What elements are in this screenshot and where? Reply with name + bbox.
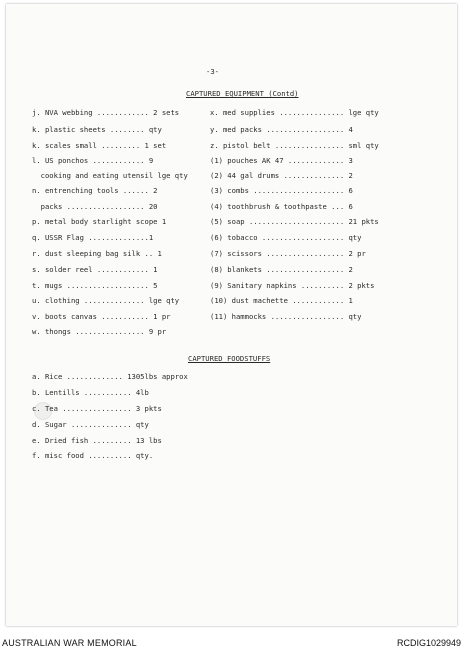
equipment-item: y. med packs .................. 4	[210, 125, 353, 134]
equipment-item: k. scales small ......... 1 set	[32, 141, 167, 150]
equipment-item: (6) tobacco ................... qty	[210, 233, 362, 242]
equipment-item: z. pistol belt ................ sml qty	[210, 141, 379, 150]
equipment-item: p. metal body starlight scope 1	[32, 217, 167, 226]
foodstuff-item: d. Sugar .............. qty	[32, 420, 149, 429]
equipment-item: (10) dust machette ............ 1	[210, 296, 353, 305]
foodstuff-item: a. Rice ............. 1305lbs approx	[32, 372, 188, 381]
equipment-item: u. clothing .............. lge qty	[32, 296, 180, 305]
equipment-heading: CAPTURED EQUIPMENT (Contd)	[186, 89, 299, 98]
page-number: -3-	[206, 67, 219, 76]
equipment-item: w. thongs ................ 9 pr	[32, 327, 167, 336]
equipment-item: (4) toothbrush & toothpaste ... 6	[210, 202, 353, 211]
equipment-item: (7) scissors .................. 2 pr	[210, 249, 366, 258]
equipment-item: s. solder reel ............ 1	[32, 265, 158, 274]
equipment-item: n. entrenching tools ...... 2	[32, 186, 158, 195]
equipment-item: r. dust sleeping bag silk .. 1	[32, 249, 162, 258]
equipment-item: (1) pouches AK 47 ............. 3	[210, 156, 353, 165]
document-page	[6, 4, 457, 626]
equipment-item: (5) soap ...................... 21 pkts	[210, 217, 379, 226]
foodstuff-item: f. misc food .......... qty.	[32, 451, 154, 460]
foodstuff-item: e. Dried fish ......... 13 lbs	[32, 436, 162, 445]
equipment-item: j. NVA webbing ............ 2 sets	[32, 108, 180, 117]
equipment-item: q. USSR Flag ..............1	[32, 233, 154, 242]
equipment-item: k. plastic sheets ........ qty	[32, 125, 162, 134]
equipment-item: (2) 44 gal drums .............. 2	[210, 171, 353, 180]
foodstuff-item: c. Tea ................ 3 pkts	[32, 404, 162, 413]
equipment-item: (9) Sanitary napkins .......... 2 pkts	[210, 281, 375, 290]
foodstuffs-heading: CAPTURED FOODSTUFFS	[188, 354, 271, 363]
equipment-item: t. mugs ................... 5	[32, 281, 158, 290]
equipment-item: (11) hammocks ................. qty	[210, 312, 362, 321]
equipment-item: l. US ponchos ............ 9	[32, 156, 154, 165]
equipment-item: x. med supplies ............... lge qty	[210, 108, 379, 117]
foodstuff-item: b. Lentills ........... 4lb	[32, 388, 149, 397]
equipment-item: cooking and eating utensil lge qty	[32, 171, 188, 180]
equipment-item: packs .................. 20	[32, 202, 158, 211]
archive-credit: AUSTRALIAN WAR MEMORIAL	[2, 638, 137, 648]
equipment-item: (3) combs ..................... 6	[210, 186, 353, 195]
equipment-item: (8) blankets .................. 2	[210, 265, 353, 274]
archive-record-id: RCDIG1029949	[396, 638, 461, 648]
equipment-item: v. boots canvas ........... 1 pr	[32, 312, 171, 321]
